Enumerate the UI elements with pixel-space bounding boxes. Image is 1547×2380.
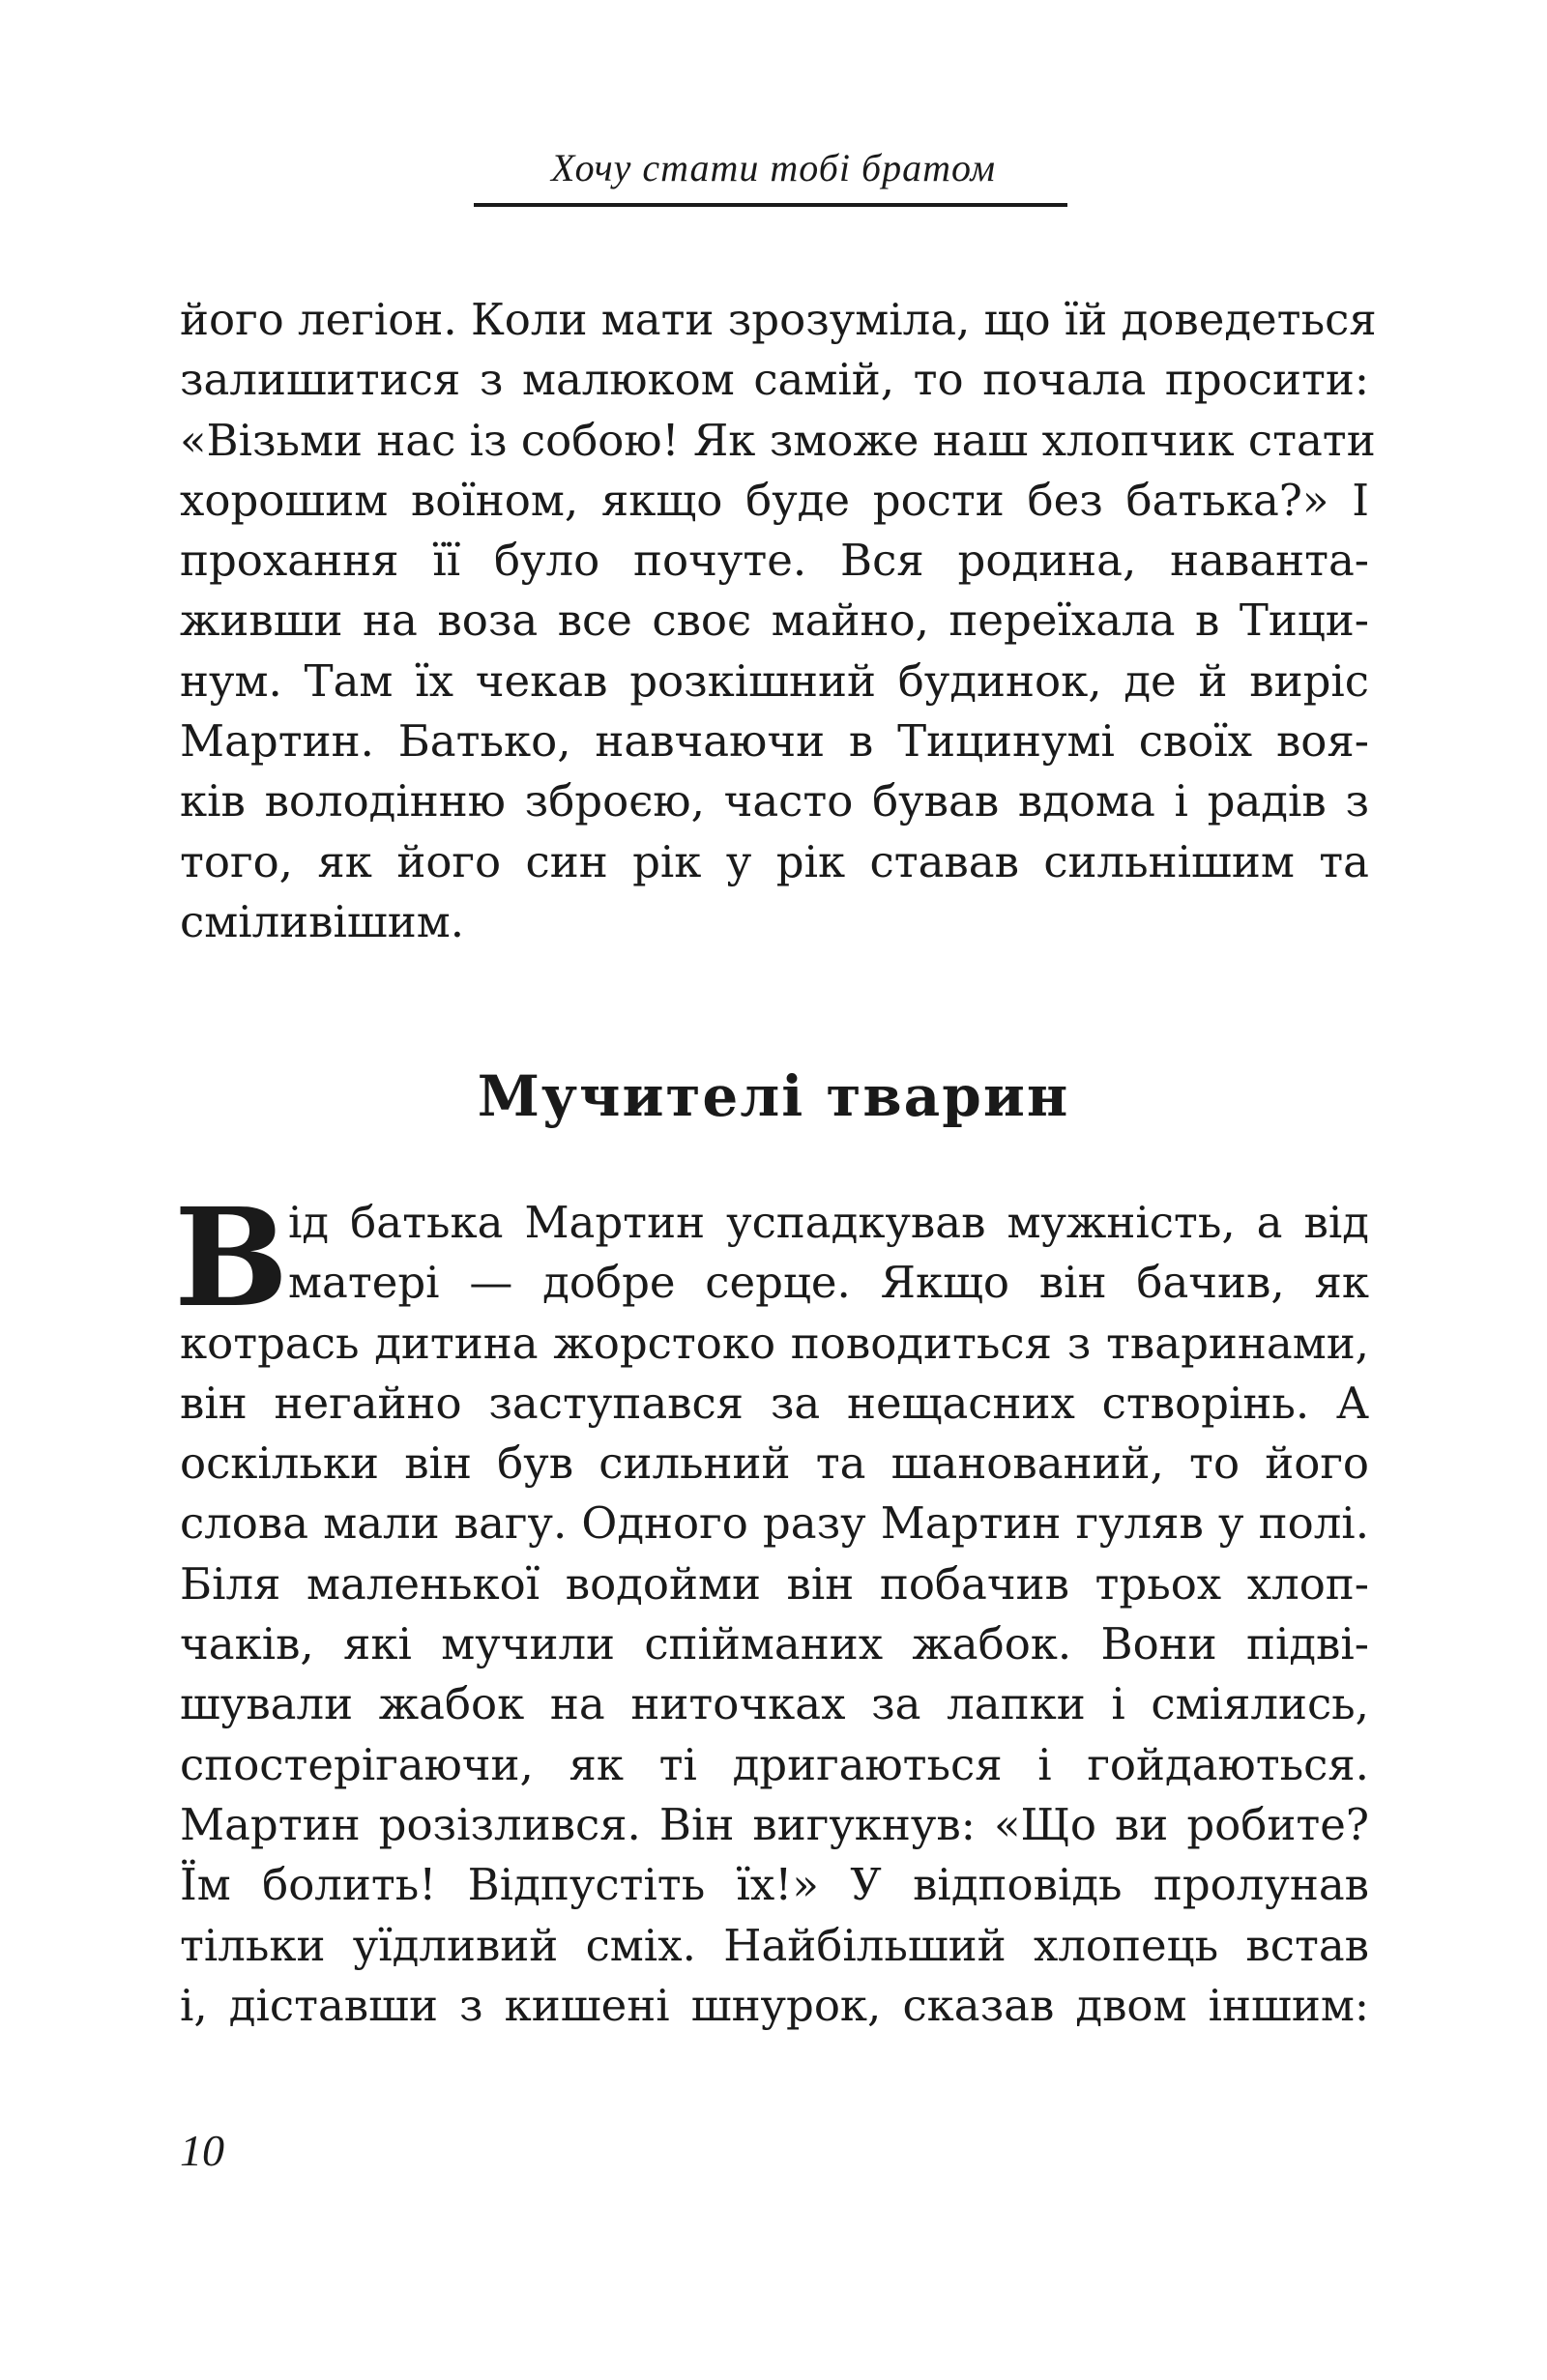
text-line: Біля маленької водойми він побачив трьох хлоп- [180, 1557, 1369, 1610]
page-number: 10 [180, 2126, 224, 2175]
text-line: того, як його син рік у рік ставав сильнішим та [180, 835, 1369, 887]
text-line: сміливішим. [180, 895, 465, 947]
text-line: він негайно заступався за нещасних створінь. А [180, 1377, 1369, 1429]
text-line: Мартин розізлився. Він вигукнув: «Що ви робите? [180, 1798, 1369, 1850]
text-line: шували жабок на ниточках за лапки і сміялись, [180, 1678, 1369, 1730]
text-line: ід батька Мартин успадкував мужність, а від [288, 1197, 1369, 1248]
text-line: спостерігаючи, як ті дригаються і гойдаються. [180, 1738, 1369, 1790]
text-line: оскільки він був сильний та шанований, то його [180, 1437, 1369, 1490]
text-line: хорошим воїном, якщо буде рости без батька?» І [180, 474, 1369, 526]
text-line: матері — добре серце. Якщо він бачив, як [288, 1257, 1369, 1309]
running-head: Хочу стати тобі братом [550, 146, 997, 189]
text-line: живши на воза все своє майно, переїхала в Тици- [180, 595, 1369, 647]
section-title: Мучителі тварин [477, 1063, 1070, 1129]
text-line: Їм болить! Відпустіть їх!» У відповідь пролунав [180, 1859, 1369, 1911]
text-line: і, діставши з кишені шнурок, сказав двом іншим: [180, 1979, 1369, 2031]
paragraph-2 [180, 1193, 1369, 2036]
text-line: Мартин. Батько, навчаючи в Тицинумі своїх воя- [180, 715, 1369, 768]
text-line: прохання її було почуте. Вся родина, наванта- [180, 535, 1369, 587]
text-line: тільки уїдливий сміх. Найбільший хлопець встав [180, 1919, 1369, 1971]
drop-cap: В [174, 1179, 289, 1338]
text-line: ків володінню зброєю, часто бував вдома і радів з [180, 775, 1369, 827]
header-rule [474, 203, 1067, 207]
text-line: залишитися з малюком самій, то почала просити: [180, 354, 1369, 406]
text-line: нум. Там їх чекав розкішний будинок, де й виріс [180, 654, 1369, 707]
text-line: чаків, які мучили спійманих жабок. Вони підві- [180, 1618, 1369, 1670]
text-line: слова мали вагу. Одного разу Мартин гуляв у полі. [180, 1497, 1369, 1550]
text-line: котрась дитина жорстоко поводиться з тваринами, [180, 1317, 1369, 1369]
text-line: його легіон. Коли мати зрозуміла, що їй доведеться [180, 294, 1377, 345]
text-line: «Візьми нас із собою! Як зможе наш хлопчик стати [180, 414, 1376, 466]
paragraph-1 [180, 290, 1377, 952]
